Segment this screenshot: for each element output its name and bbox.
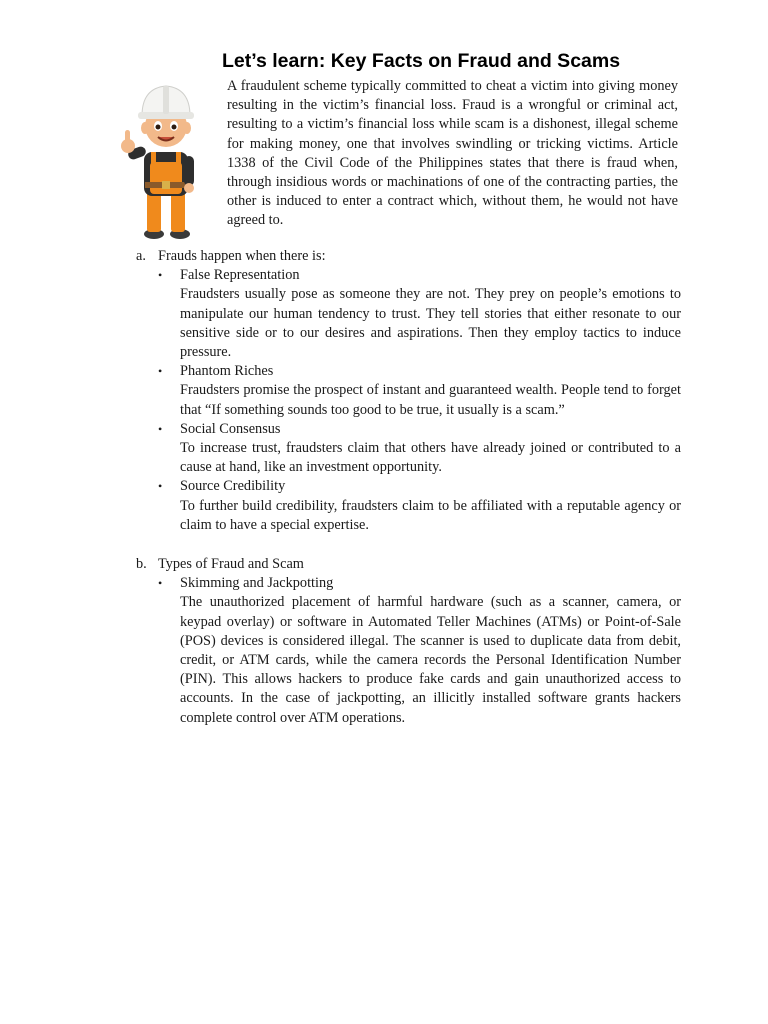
- section-heading: Types of Fraud and Scam: [158, 556, 304, 572]
- section-fraud-types: [136, 555, 681, 728]
- list-item: [158, 362, 681, 420]
- bullet-icon: •: [158, 364, 163, 379]
- section-heading: Frauds happen when there is:: [158, 248, 326, 264]
- section-fraud-conditions: [136, 247, 681, 535]
- item-title: False Representation: [180, 267, 300, 284]
- item-title: Phantom Riches: [180, 363, 274, 380]
- item-description: To increase trust, fraudsters claim that others have already joined or contributed to a cause at hand, like an investment opportunity.: [180, 440, 681, 476]
- bullet-icon: •: [158, 268, 163, 283]
- page-title: Let’s learn: Key Facts on Fraud and Scams: [222, 50, 621, 72]
- section-letter: a.: [136, 248, 146, 264]
- list-item: [158, 574, 681, 728]
- bullet-icon: •: [158, 576, 163, 591]
- item-title: Social Consensus: [180, 420, 281, 437]
- item-title: Source Credibility: [180, 478, 286, 495]
- list-item: [158, 420, 681, 478]
- construction-worker-thumbs-up-icon: [118, 70, 214, 240]
- bullet-icon: •: [158, 421, 163, 436]
- item-description: To further build credibility, fraudsters claim to be affiliated with a reputable agency or claim to have a special expertise.: [180, 497, 681, 533]
- list-item: [158, 477, 681, 535]
- bullet-icon: •: [158, 479, 163, 494]
- section-letter: b.: [136, 556, 147, 572]
- list-item: [158, 266, 681, 362]
- item-description: Fraudsters promise the prospect of instant and guaranteed wealth. People tend to forget that “If something sounds too good to be true, it usually is a scam.”: [180, 382, 681, 418]
- item-description: Fraudsters usually pose as someone they are not. They prey on people’s emotions to manipulate our human tendency to trust. They tell stories that either resonate to our sensitive side or to our desires and aspirations. Then they employ tactics to induce pressure.: [180, 286, 681, 361]
- item-description: The unauthorized placement of harmful hardware (such as a scanner, camera, or keypad overlay) or software in Automated Teller Machines (ATMs) or Point-of-Sale (POS) devices is considered illegal. The scanner is used to duplicate data from debit, credit, or ATM cards, while the camera records the Personal Identification Number (PIN). This allows hackers to produce fake cards and gain unauthorized access to accounts. In the case of jackpotting, an illicitly installed software grants hackers complete control over ATM operations.: [180, 594, 681, 726]
- item-title: Skimming and Jackpotting: [180, 575, 334, 592]
- intro-paragraph: A fraudulent scheme typically committed to cheat a victim into giving money resulting in the victim’s financial loss. Fraud is a wrongful or criminal act, resulting to a victim’s financial loss while scam is a dishonest, illegal scheme for making money, one that involves swindling or tricking victims. Article 1338 of the Civil Code of the Philippines states that there is fraud when, through insidious words or machinations of one of the contracting parties, the other is induced to enter a contract which, without them, he would not have agreed to.: [227, 78, 678, 229]
